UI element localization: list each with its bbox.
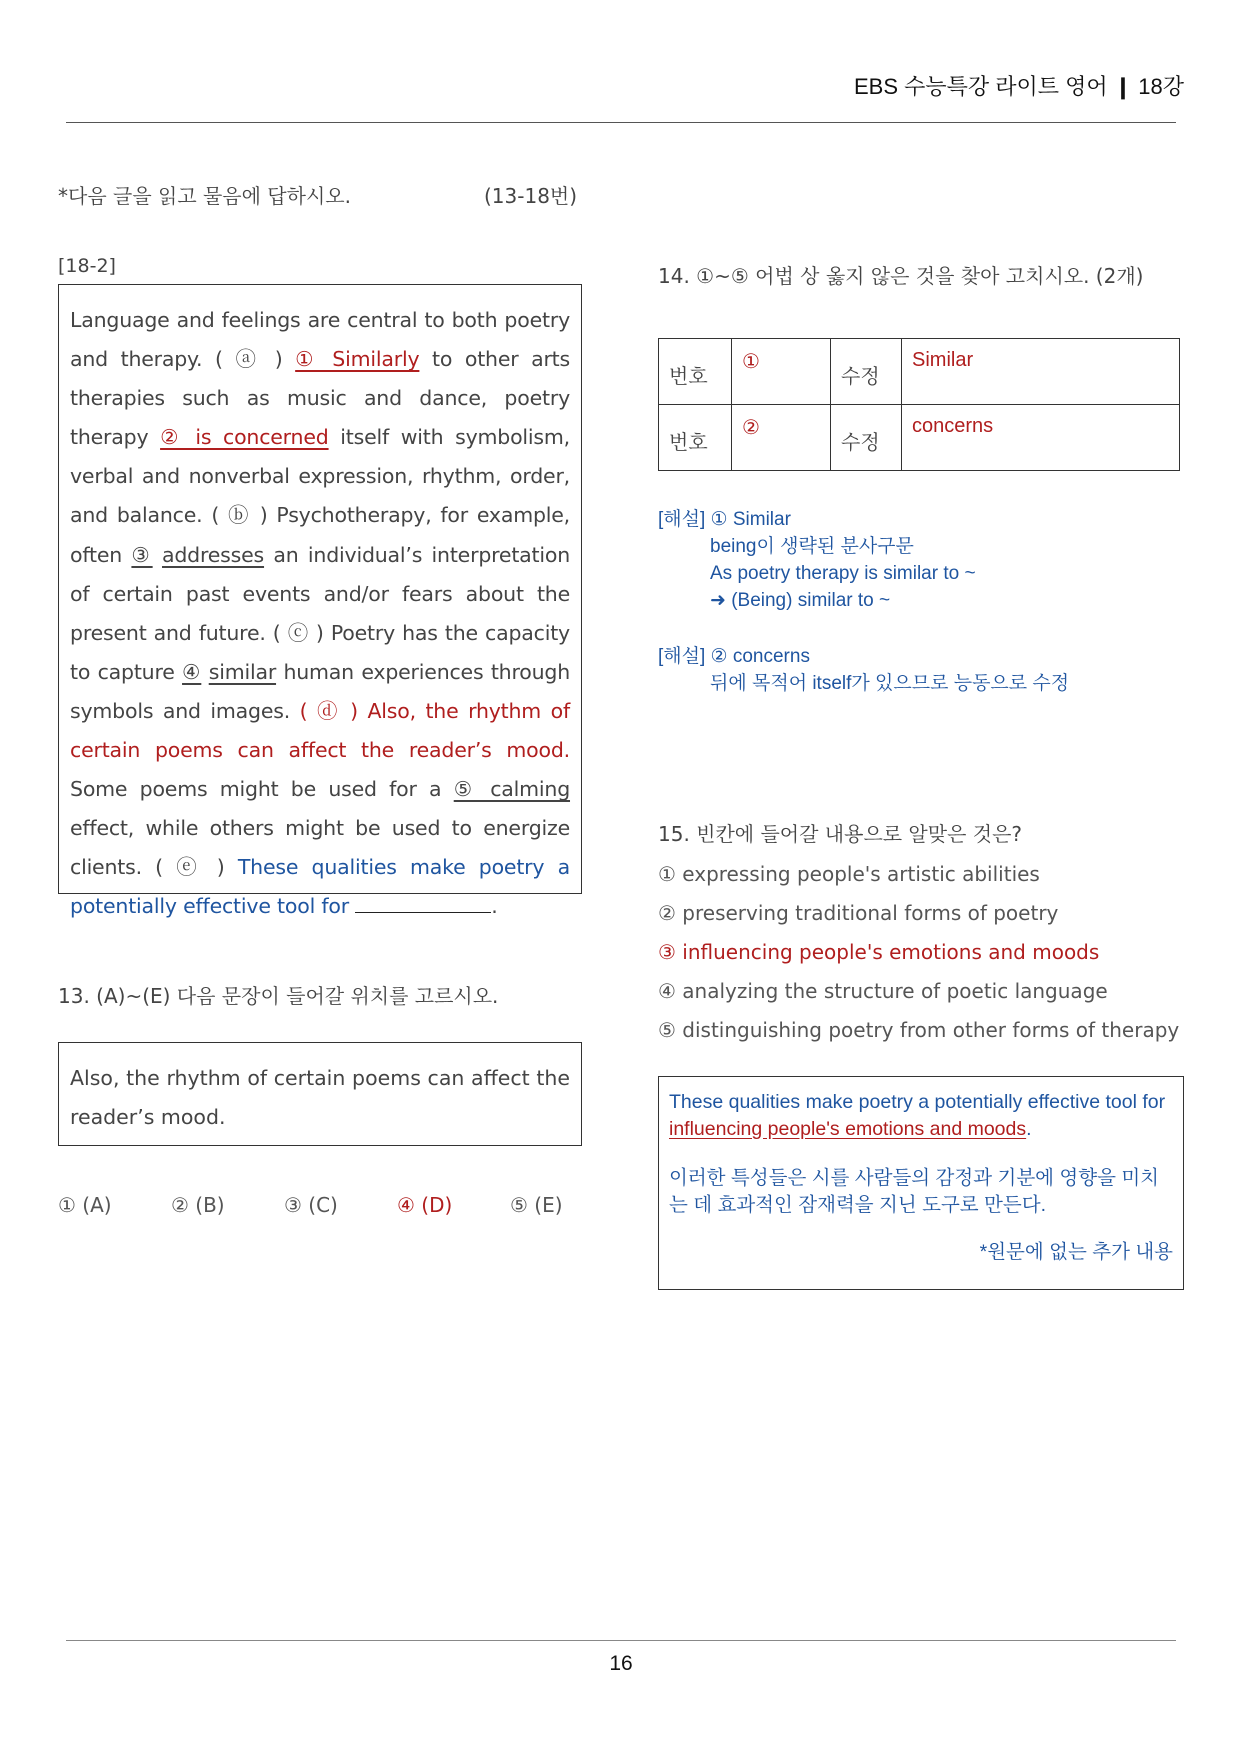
answer-note: *원문에 없는 추가 내용 [979,1241,1173,1263]
answer-text: These qualities make poetry a potentially effective tool for [669,1091,1166,1113]
table-row [659,339,1180,405]
answer-blank [355,892,491,913]
explanation-2 [658,643,1069,697]
inserted-sentence: ( ⓓ ) Also, the rhythm of certain poems can affect the reader’s mood. [70,698,570,763]
q15-options [658,855,1179,1050]
explanation-head: [해설] ② concerns [658,646,810,667]
explanation-head: [해설] ① Similar [658,509,791,530]
passage-text: Some poems might be used for a [70,777,454,802]
q15-option-correct: ③ influencing people's emotions and moods [658,940,1100,964]
instruction-text: *다음 글을 읽고 물음에 답하시오. [58,184,351,208]
underline-3-marker: ③ [131,542,153,567]
underline-2: ② is concerned [160,425,329,450]
passage-text: itself with symbolism, verbal and nonverbal expression, rhythm, order, and balance. ( ⓑ ) Psychotherapy, for example, often [70,425,570,567]
passage-box [58,284,582,919]
explanation-line: ➜ (Being) similar to ~ [710,590,891,611]
q14-question: 14. ①~⑤ 어법 상 옳지 않은 것을 찾아 고치시오. (2개) [658,264,1144,288]
underline-3: addresses [162,542,265,567]
q13-choice: ③ (C) [284,1193,338,1217]
header-divider [66,122,1176,123]
answer-korean: 이러한 특성들은 시를 사람들의 감정과 기분에 영향을 미치는 데 효과적인 잠재력을 지닌 도구로 만든다. [669,1167,1160,1216]
underline-5: ⑤ calming [453,777,571,802]
q15-answer-box [658,1076,1184,1290]
blank-sentence: These qualities make poetry a potentially effective tool for [70,855,570,919]
error-number: ① [732,339,831,405]
label-fix: 수정 [831,405,902,471]
explanation-line: As poetry therapy is similar to ~ [710,563,976,584]
q15-option: ① expressing people's artistic abilities [658,862,1040,886]
correction: concerns [902,405,1180,471]
header-title: EBS 수능특강 라이트 영어 ❙ 18강 [853,74,1184,99]
question-range: (13-18번) [484,184,578,208]
q13-choice: ② (B) [171,1193,225,1217]
error-number: ② [732,405,831,471]
underline-1: ① Similarly [295,347,420,372]
passage-tag: [18-2] [58,255,116,277]
label-number: 번호 [659,405,732,471]
q13-choice: ⑤ (E) [510,1193,563,1217]
passage-text: Language and feelings are central to both poetry and therapy. ( ⓐ ) [70,308,570,372]
explanation-1 [658,506,976,614]
explanation-line: 뒤에 목적어 itself가 있으므로 능동으로 수정 [710,673,1070,694]
page-number: 16 [609,1652,633,1675]
correction: Similar [902,339,1180,405]
q15-question: 15. 빈칸에 들어갈 내용으로 알맞은 것은? [658,822,1023,846]
underline-4-marker: ④ [182,659,202,684]
table-row [659,405,1180,471]
label-fix: 수정 [831,339,902,405]
underline-4: similar [208,659,277,684]
answer-highlight: influencing people's emotions and moods [669,1118,1027,1140]
passage-text: effect, while others might be used to energize clients. ( ⓔ ) [70,816,570,880]
answer-english [669,1089,1173,1143]
q13-question: 13. (A)~(E) 다음 문장이 들어갈 위치를 고르시오. [58,984,499,1008]
label-number: 번호 [659,339,732,405]
passage-text: human experiences through symbols and images. [70,659,570,723]
footer-divider [66,1640,1176,1641]
q13-choice: ① (A) [58,1193,112,1217]
q13-choice-correct: ④ (D) [397,1193,453,1217]
passage-text: an individual’s interpretation of certain past events and/or fears about the present and future. ( ⓒ ) Poetry has the capacity to capture [70,542,570,684]
q15-option: ④ analyzing the structure of poetic language [658,979,1108,1003]
q13-insert-sentence: Also, the rhythm of certain poems can affect the reader’s mood. [70,1066,570,1130]
q14-correction-table [658,338,1180,471]
answer-text: . [1026,1118,1032,1140]
explanation-line: being이 생략된 분사구문 [710,536,914,557]
q13-insert-box [58,1042,582,1146]
q15-option: ⑤ distinguishing poetry from other forms of therapy [658,1018,1180,1042]
q15-option: ② preserving traditional forms of poetry [658,901,1059,925]
passage-text: . [491,894,498,919]
passage-text: to other arts therapies such as music and dance, poetry therapy [70,347,571,450]
